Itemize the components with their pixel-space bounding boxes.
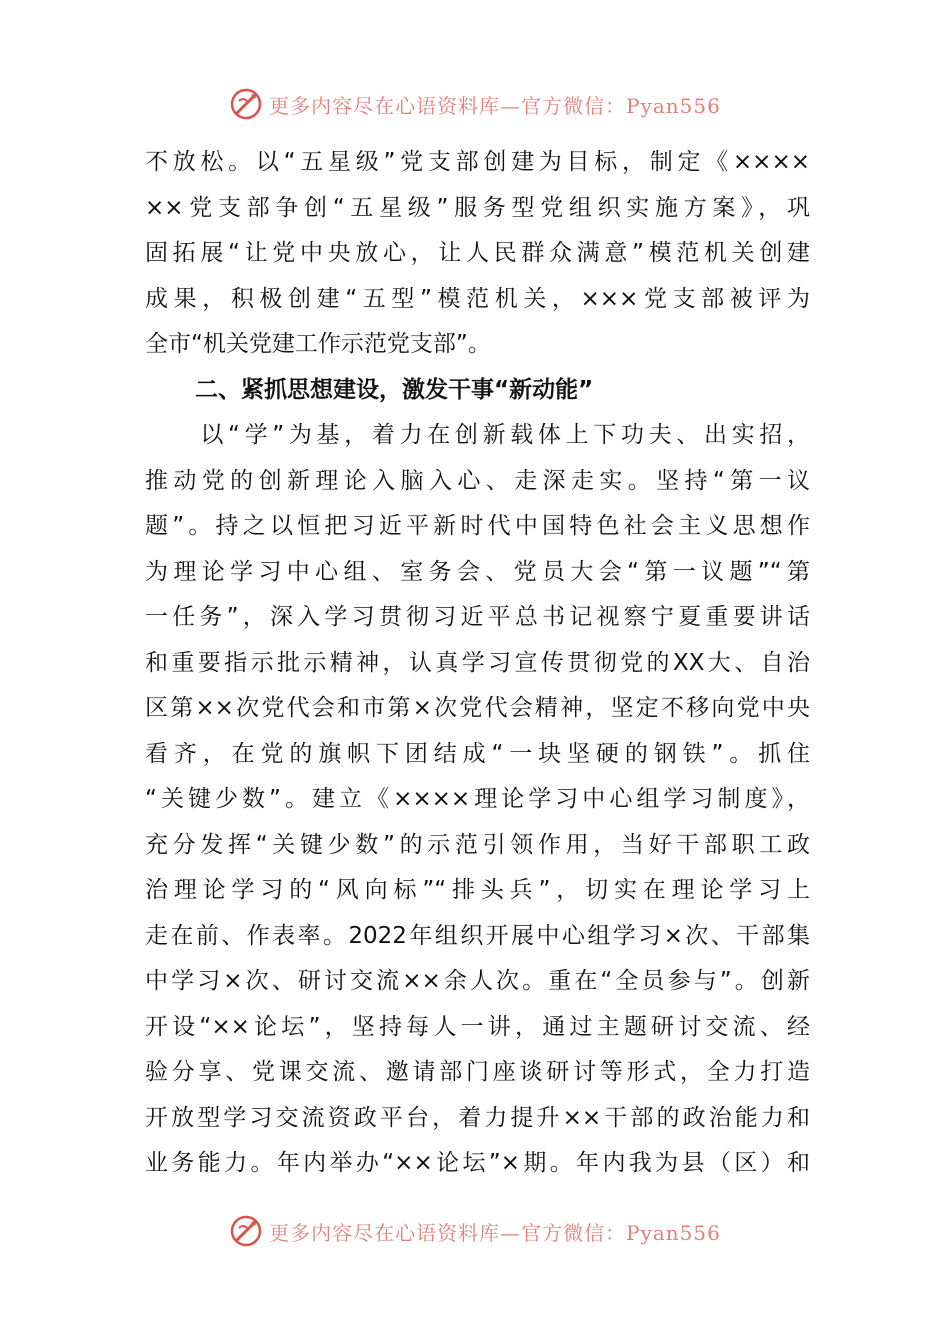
text-line: “关键少数”。建立《××××理论学习中心组学习制度》， (145, 786, 810, 812)
paragraph-2 (145, 413, 810, 1187)
text-line: 开放型学习交流资政平台，着力提升××干部的政治能力和 (145, 1104, 810, 1131)
watermark-header (0, 84, 950, 124)
text-line: 成果，积极创建“五型”模范机关，×××党支部被评为 (145, 285, 810, 312)
text-line: 业务能力。年内举办“××论坛”×期。年内我为县（区）和 (145, 1150, 810, 1176)
text-line: 区第××次党代会和市第×次党代会精神，坚定不移向党中央 (145, 695, 810, 721)
text-line: 一任务”，深入学习贯彻习近平总书记视察宁夏重要讲话 (145, 604, 810, 630)
watermark-footer (0, 1211, 950, 1251)
text-line: 看齐，在党的旗帜下团结成“一块坚硬的钢铁”。抓住 (145, 740, 810, 767)
text-line: 全市“机关党建工作示范党支部”。 (145, 331, 491, 357)
text-line: 开设“××论坛”，坚持每人一讲，通过主题研讨交流、经 (145, 1013, 810, 1040)
text-line: 以“学”为基，着力在创新载体上下功夫、出实招， (145, 422, 810, 448)
text-line: 和重要指示批示精神，认真学习宣传贯彻党的XX大、自治 (145, 649, 810, 676)
text-line: 充分发挥“关键少数”的示范引领作用，当好干部职工政 (145, 831, 810, 858)
watermark-logo-icon (229, 87, 263, 121)
text-line: 题”。持之以恒把习近平新时代中国特色社会主义思想作 (145, 513, 810, 539)
text-line: 固拓展“让党中央放心，让人民群众满意”模范机关创建 (145, 240, 810, 266)
watermark-text: 更多内容尽在心语资料库—官方微信：Pyan556 (269, 1220, 721, 1245)
document-body (145, 140, 810, 1187)
watermark-logo-icon (229, 1214, 263, 1248)
text-line: 为理论学习中心组、室务会、党员大会“第一议题”“第 (145, 558, 810, 585)
text-line: 走在前、作表率。2022年组织开展中心组学习×次、干部集 (145, 922, 810, 949)
text-line: 治理论学习的“风向标”“排头兵”，切实在理论学习上 (145, 877, 810, 903)
text-line: 验分享、党课交流、邀请部门座谈研讨等形式，全力打造 (145, 1059, 810, 1085)
section-heading: 二、紧抓思想建设，激发干事“新动能” (195, 376, 594, 403)
text-line: 推动党的创新理论入脑入心、走深走实。坚持“第一议 (145, 467, 810, 494)
paragraph-1 (145, 140, 810, 368)
text-line: 中学习×次、研讨交流××余人次。重在“全员参与”。创新 (145, 968, 810, 994)
text-line: ××党支部争创“五星级”服务型党组织实施方案》，巩 (145, 194, 810, 221)
text-line: 不放松。以“五星级”党支部创建为目标，制定《×××× (145, 149, 810, 175)
watermark-text: 更多内容尽在心语资料库—官方微信：Pyan556 (269, 93, 721, 118)
